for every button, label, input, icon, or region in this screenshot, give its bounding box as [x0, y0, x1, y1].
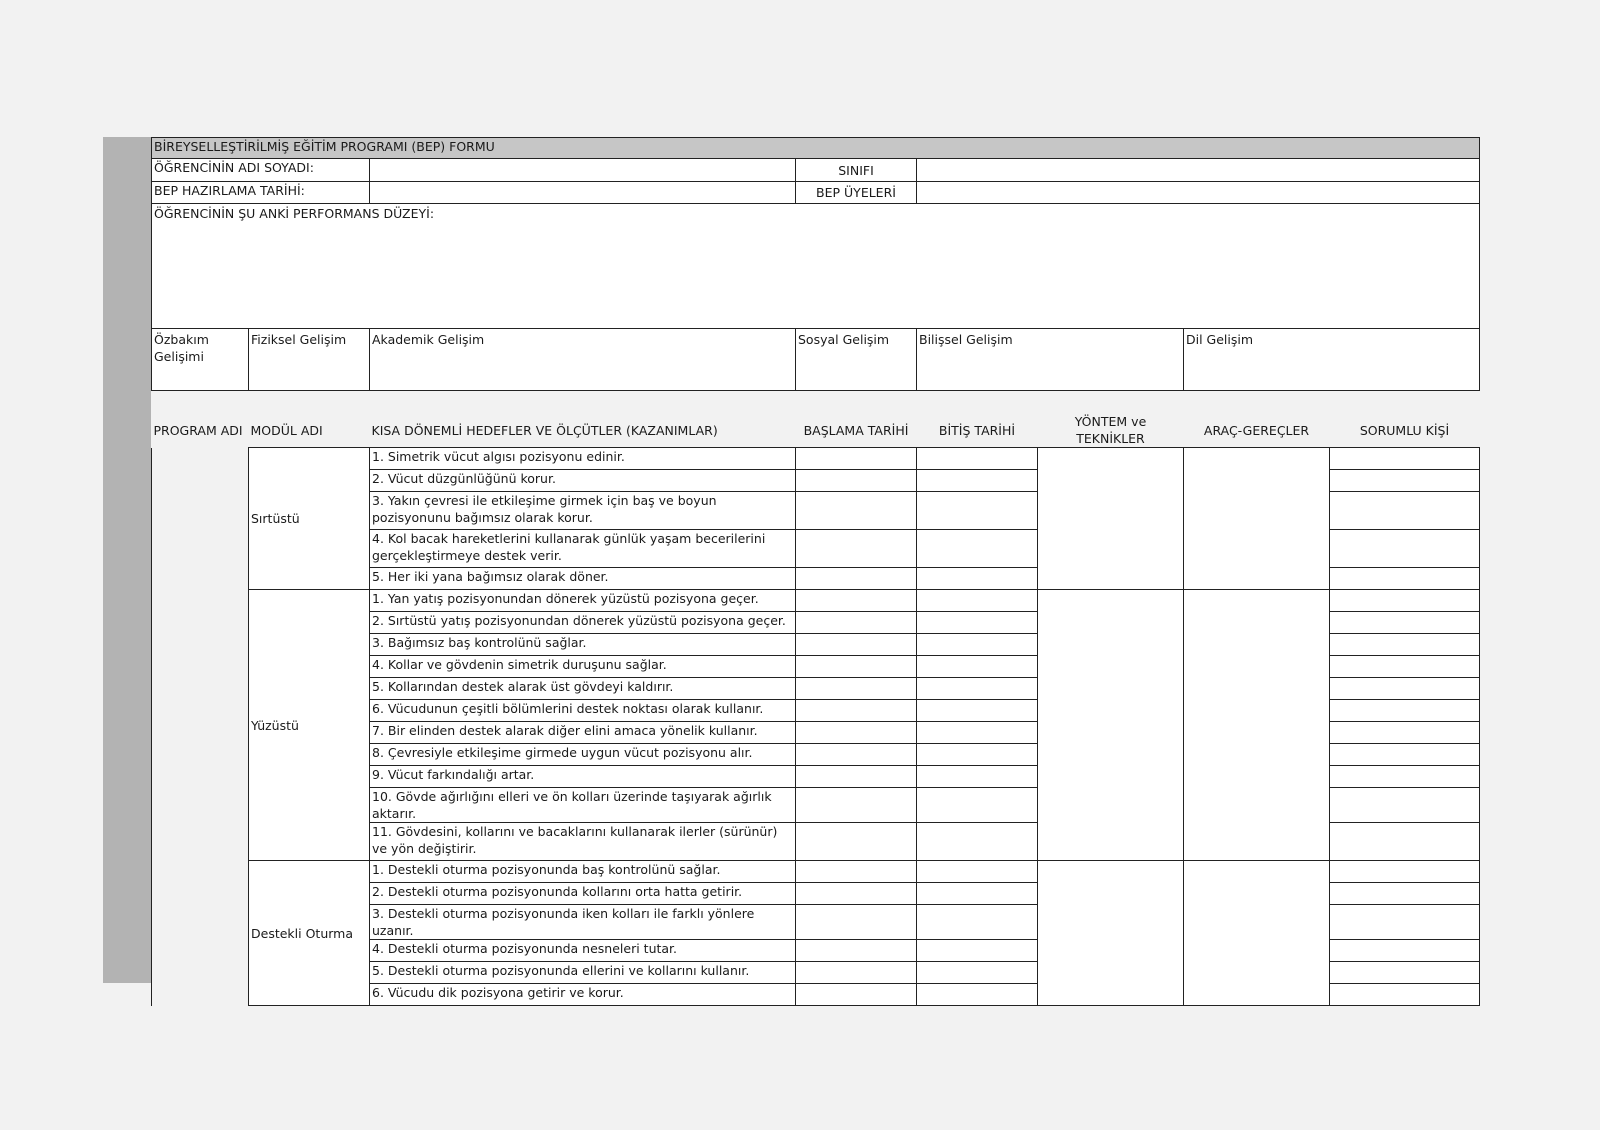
responsible-cell[interactable] [1330, 612, 1480, 634]
col-end: BİTİŞ TARİHİ [917, 413, 1038, 448]
end-date-cell[interactable] [917, 940, 1038, 962]
goal-text: 9. Vücut farkındalığı artar. [370, 766, 796, 788]
area-dil[interactable]: Dil Gelişim [1184, 329, 1480, 391]
methods-cell[interactable] [1038, 590, 1184, 861]
start-date-cell[interactable] [796, 744, 917, 766]
responsible-cell[interactable] [1330, 568, 1480, 590]
members-label: BEP ÜYELERİ [796, 182, 917, 204]
goal-text: 10. Gövde ağırlığını elleri ve ön kolları üzerinde taşıyarak ağırlık aktarır. [370, 788, 796, 823]
goal-row [152, 861, 1480, 883]
end-date-cell[interactable] [917, 568, 1038, 590]
start-date-cell[interactable] [796, 470, 917, 492]
module-name: Destekli Oturma [249, 861, 370, 1006]
goal-text: 3. Yakın çevresi ile etkileşime girmek için baş ve boyun pozisyonunu bağımsız olarak korur. [370, 492, 796, 530]
form-title: BİREYSELLEŞTİRİLMİŞ EĞİTİM PROGRAMI (BEP) FORMU [152, 138, 1480, 159]
area-bilissel[interactable]: Bilişsel Gelişim [917, 329, 1184, 391]
tools-cell[interactable] [1184, 861, 1330, 1006]
class-label: SINIFI [796, 159, 917, 182]
goal-text: 4. Kollar ve gövdenin simetrik duruşunu sağlar. [370, 656, 796, 678]
goal-text: 3. Bağımsız baş kontrolünü sağlar. [370, 634, 796, 656]
module-name: Yüzüstü [249, 590, 370, 861]
end-date-cell[interactable] [917, 656, 1038, 678]
start-date-cell[interactable] [796, 766, 917, 788]
responsible-cell[interactable] [1330, 744, 1480, 766]
end-date-cell[interactable] [917, 962, 1038, 984]
start-date-cell[interactable] [796, 962, 917, 984]
goals-table [151, 413, 1480, 1006]
end-date-cell[interactable] [917, 530, 1038, 568]
area-fiziksel[interactable]: Fiziksel Gelişim [249, 329, 370, 391]
goal-text: 7. Bir elinden destek alarak diğer elini amaca yönelik kullanır. [370, 722, 796, 744]
end-date-cell[interactable] [917, 861, 1038, 883]
responsible-cell[interactable] [1330, 788, 1480, 823]
start-date-cell[interactable] [796, 634, 917, 656]
responsible-cell[interactable] [1330, 656, 1480, 678]
performance-label: ÖĞRENCİNİN ŞU ANKİ PERFORMANS DÜZEYİ: [154, 206, 435, 221]
responsible-cell[interactable] [1330, 861, 1480, 883]
goal-text: 6. Vücudu dik pozisyona getirir ve korur. [370, 984, 796, 1006]
start-date-cell[interactable] [796, 678, 917, 700]
goal-text: 2. Destekli oturma pozisyonunda kollarını orta hatta getirir. [370, 883, 796, 905]
responsible-cell[interactable] [1330, 984, 1480, 1006]
student-name-label: ÖĞRENCİNİN ADI SOYADI: [152, 159, 370, 182]
date-label: BEP HAZIRLAMA TARİHİ: [152, 182, 370, 204]
responsible-cell[interactable] [1330, 700, 1480, 722]
start-date-cell[interactable] [796, 590, 917, 612]
start-date-cell[interactable] [796, 823, 917, 861]
end-date-cell[interactable] [917, 700, 1038, 722]
start-date-cell[interactable] [796, 448, 917, 470]
start-date-cell[interactable] [796, 568, 917, 590]
start-date-cell[interactable] [796, 984, 917, 1006]
date-field[interactable] [370, 182, 796, 204]
goal-text: 1. Simetrik vücut algısı pozisyonu edinir. [370, 448, 796, 470]
goal-text: 6. Vücudunun çeşitli bölümlerini destek noktası olarak kullanır. [370, 700, 796, 722]
end-date-cell[interactable] [917, 823, 1038, 861]
goal-text: 5. Kollarından destek alarak üst gövdeyi kaldırır. [370, 678, 796, 700]
goal-text: 4. Destekli oturma pozisyonunda nesneleri tutar. [370, 940, 796, 962]
responsible-cell[interactable] [1330, 722, 1480, 744]
goal-row [152, 448, 1480, 470]
col-tools: ARAÇ-GEREÇLER [1184, 413, 1330, 448]
goal-text: 11. Gövdesini, kollarını ve bacaklarını kullanarak ilerler (sürünür) ve yön değiştirir. [370, 823, 796, 861]
col-goals: KISA DÖNEMLİ HEDEFLER VE ÖLÇÜTLER (KAZANIMLAR) [370, 413, 796, 448]
responsible-cell[interactable] [1330, 678, 1480, 700]
end-date-cell[interactable] [917, 744, 1038, 766]
left-gray-bar [103, 137, 151, 983]
end-date-cell[interactable] [917, 492, 1038, 530]
responsible-cell[interactable] [1330, 590, 1480, 612]
module-name: Sırtüstü [249, 448, 370, 590]
responsible-cell[interactable] [1330, 492, 1480, 530]
goal-text: 5. Destekli oturma pozisyonunda ellerini ve kollarını kullanır. [370, 962, 796, 984]
col-methods: YÖNTEM ve TEKNİKLER [1038, 413, 1184, 448]
performance-field[interactable] [152, 204, 1480, 329]
end-date-cell[interactable] [917, 590, 1038, 612]
col-module: MODÜL ADI [249, 413, 370, 448]
class-field[interactable] [917, 159, 1480, 182]
methods-cell[interactable] [1038, 448, 1184, 590]
start-date-cell[interactable] [796, 530, 917, 568]
end-date-cell[interactable] [917, 883, 1038, 905]
goal-text: 2. Sırtüstü yatış pozisyonundan dönerek yüzüstü pozisyona geçer. [370, 612, 796, 634]
members-field[interactable] [917, 182, 1480, 204]
end-date-cell[interactable] [917, 788, 1038, 823]
area-akademik[interactable]: Akademik Gelişim [370, 329, 796, 391]
start-date-cell[interactable] [796, 722, 917, 744]
responsible-cell[interactable] [1330, 448, 1480, 470]
goal-text: 2. Vücut düzgünlüğünü korur. [370, 470, 796, 492]
responsible-cell[interactable] [1330, 940, 1480, 962]
methods-cell[interactable] [1038, 861, 1184, 1006]
goal-row [152, 590, 1480, 612]
goal-text: 1. Yan yatış pozisyonundan dönerek yüzüstü pozisyona geçer. [370, 590, 796, 612]
end-date-cell[interactable] [917, 722, 1038, 744]
end-date-cell[interactable] [917, 612, 1038, 634]
start-date-cell[interactable] [796, 656, 917, 678]
start-date-cell[interactable] [796, 700, 917, 722]
start-date-cell[interactable] [796, 788, 917, 823]
end-date-cell[interactable] [917, 448, 1038, 470]
responsible-cell[interactable] [1330, 766, 1480, 788]
responsible-cell[interactable] [1330, 962, 1480, 984]
start-date-cell[interactable] [796, 940, 917, 962]
start-date-cell[interactable] [796, 612, 917, 634]
responsible-cell[interactable] [1330, 883, 1480, 905]
responsible-cell[interactable] [1330, 634, 1480, 656]
col-program: PROGRAM ADI [152, 413, 249, 448]
program-name-cell[interactable] [152, 448, 249, 1006]
end-date-cell[interactable] [917, 470, 1038, 492]
goal-text: 4. Kol bacak hareketlerini kullanarak günlük yaşam becerilerini gerçekleştirmeye destek verir. [370, 530, 796, 568]
area-ozbakim[interactable]: Özbakım Gelişimi [152, 329, 249, 391]
tools-cell[interactable] [1184, 448, 1330, 590]
tools-cell[interactable] [1184, 590, 1330, 861]
start-date-cell[interactable] [796, 883, 917, 905]
goal-text: 8. Çevresiyle etkileşime girmede uygun vücut pozisyonu alır. [370, 744, 796, 766]
responsible-cell[interactable] [1330, 470, 1480, 492]
col-responsible: SORUMLU KİŞİ [1330, 413, 1480, 448]
end-date-cell[interactable] [917, 634, 1038, 656]
end-date-cell[interactable] [917, 766, 1038, 788]
goal-text: 5. Her iki yana bağımsız olarak döner. [370, 568, 796, 590]
responsible-cell[interactable] [1330, 823, 1480, 861]
student-name-field[interactable] [370, 159, 796, 182]
form-header-table [151, 137, 1480, 391]
end-date-cell[interactable] [917, 678, 1038, 700]
start-date-cell[interactable] [796, 905, 917, 940]
responsible-cell[interactable] [1330, 905, 1480, 940]
col-start: BAŞLAMA TARİHİ [796, 413, 917, 448]
goal-text: 1. Destekli oturma pozisyonunda baş kontrolünü sağlar. [370, 861, 796, 883]
start-date-cell[interactable] [796, 861, 917, 883]
end-date-cell[interactable] [917, 984, 1038, 1006]
responsible-cell[interactable] [1330, 530, 1480, 568]
goal-text: 3. Destekli oturma pozisyonunda iken kolları ile farklı yönlere uzanır. [370, 905, 796, 940]
area-sosyal[interactable]: Sosyal Gelişim [796, 329, 917, 391]
start-date-cell[interactable] [796, 492, 917, 530]
end-date-cell[interactable] [917, 905, 1038, 940]
